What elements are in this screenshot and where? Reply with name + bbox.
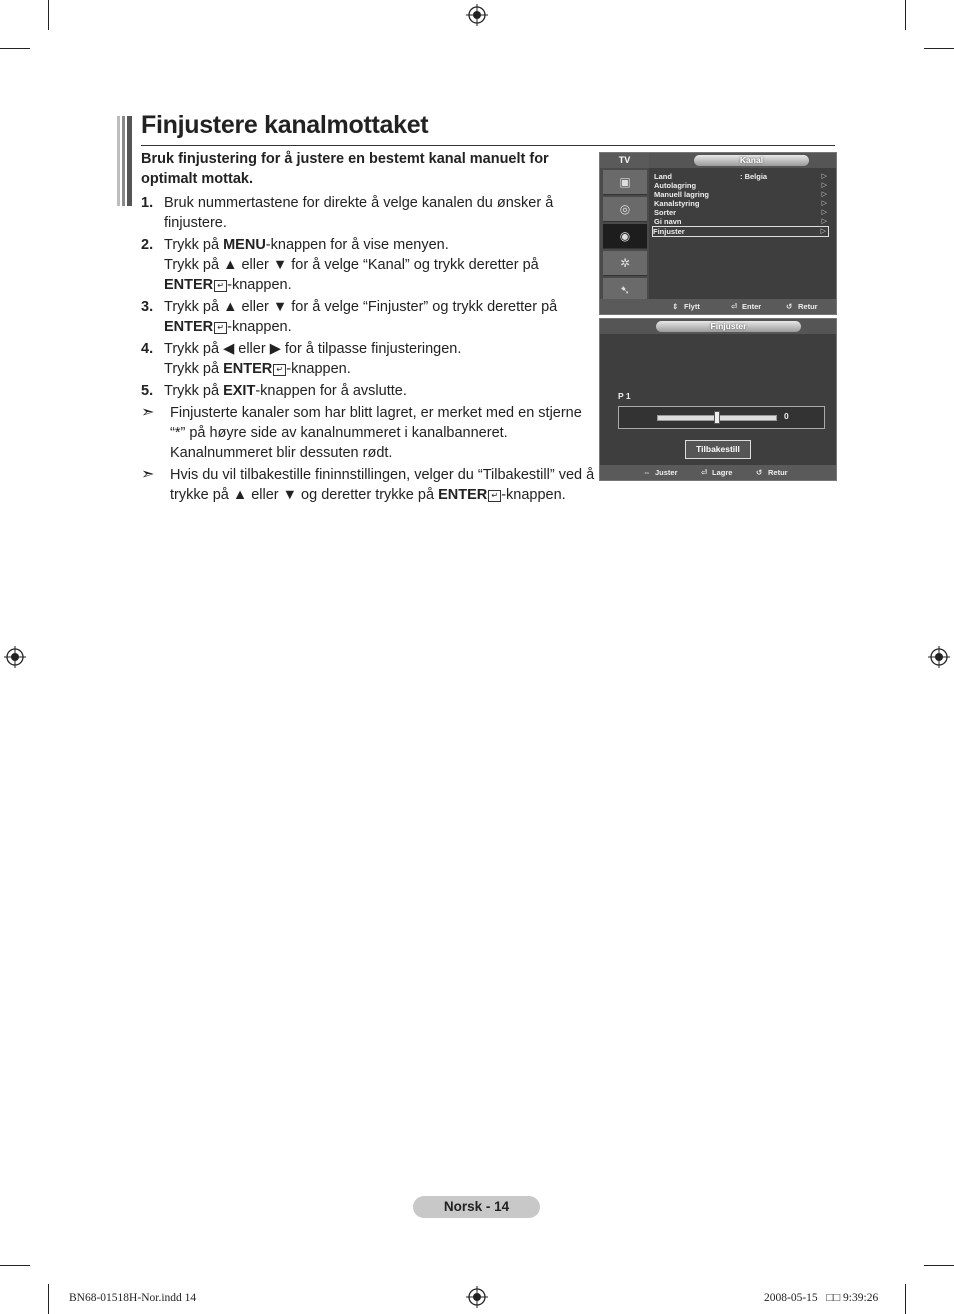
osd-menu-panel [649, 153, 836, 314]
osd-footer [600, 299, 836, 314]
picture-icon: ▣ [603, 170, 647, 195]
crop-mark [48, 0, 49, 30]
osd-footer-return: Retur [798, 302, 818, 311]
crop-mark [0, 48, 30, 49]
osd-menu-item-manuell-lagring[interactable]: Manuell lagring ▷ [654, 190, 827, 199]
registration-mark-icon [466, 4, 488, 26]
osd-footer-move: Flytt [684, 302, 700, 311]
step-2: 2. Trykk på MENU-knappen for å vise menyen. Trykk på ▲ eller ▼ for å velge “Kanal” og trykk deretter på ENTER ↵ -knappen. [141, 237, 539, 293]
reset-button[interactable]: Tilbakestill [685, 440, 751, 459]
osd-header-title: Finjuster [656, 321, 801, 332]
sound-icon: ◎ [603, 197, 647, 222]
arrow-right-icon: ▷ [821, 209, 827, 216]
arrow-right-icon: ▷ [821, 218, 827, 225]
tv-osd-channel-menu [599, 152, 837, 315]
osd-menu-item-autolagring[interactable]: Autolagring ▷ [654, 181, 827, 190]
enter-icon: ↵ [488, 490, 501, 502]
title-accent-bar [117, 116, 132, 206]
osd-fine-tune-body [600, 334, 836, 465]
step-1: 1. Bruk nummertastene for direkte å velge kanalen du ønsker å finjustere. [141, 195, 554, 231]
osd-footer-enter: Enter [742, 302, 762, 311]
crop-mark [48, 1284, 49, 1314]
arrow-right-icon: ▷ [821, 182, 827, 189]
osd-menu-item-gi-navn[interactable]: Gi navn ▷ [654, 217, 827, 226]
page-title: Finjustere kanalmottaket [141, 111, 429, 139]
note-2: ➣ Hvis du vil tilbakestille fininnstillingen, velger du “Tilbakestill” ved å trykke på ▲ eller ▼ og deretter trykke på ENTER ↵ -knappen. [141, 466, 595, 503]
crop-mark [0, 1265, 30, 1266]
channel-icon: ◉ [603, 224, 647, 249]
osd-menu-item-land[interactable]: Land : Belgia ▷ [654, 172, 827, 181]
enter-icon: ⏎ [731, 302, 738, 311]
note-1: ➣ Finjusterte kanaler som har blitt lagret, er merket med en stjerne “*” på høyre side av kanalnummeret i kanalbanneret. Kanalnummeret blir dessuten rødt. [141, 404, 582, 461]
adjust-icon: ⇔ [643, 468, 651, 477]
osd-header [649, 153, 836, 168]
page-number: Norsk - 14 [413, 1196, 540, 1218]
arrow-right-icon: ▷ [821, 200, 827, 207]
osd-footer-adjust: Juster [655, 468, 678, 477]
crop-mark [905, 0, 906, 30]
step-5: 5. Trykk på EXIT-knappen for å avslutte. [141, 383, 407, 399]
return-icon: ↺ [786, 302, 793, 311]
channel-number: P 1 [618, 391, 631, 401]
save-icon: ⏎ [701, 468, 708, 477]
registration-mark-icon [466, 1286, 488, 1308]
arrow-right-icon: ▷ [821, 191, 827, 198]
title-divider [141, 145, 835, 146]
tv-osd-fine-tune [599, 318, 837, 481]
osd-menu-item-kanalstyring[interactable]: Kanalstyring ▷ [654, 199, 827, 208]
registration-mark-icon [928, 646, 950, 668]
osd-footer-save: Lagre [712, 468, 733, 477]
arrow-right-icon: ▷ [820, 228, 826, 235]
step-4: 4. Trykk på ◀ eller ▶ for å tilpasse finjusteringen. Trykk på ENTER ↵ -knappen. [141, 341, 462, 377]
print-slug-file: BN68-01518H-Nor.indd 14 [69, 1292, 197, 1304]
osd-footer-return: Retur [768, 468, 788, 477]
instruction-list [141, 193, 596, 507]
osd-menu-item-finjuster[interactable]: Finjuster ▷ [652, 226, 829, 237]
fine-tune-slider-box [618, 406, 825, 429]
setup-icon: ✲ [603, 251, 647, 276]
enter-icon: ↵ [273, 364, 286, 376]
print-slug-date: 2008-05-15 □□ 9:39:26 [764, 1292, 879, 1304]
crop-mark [924, 1265, 954, 1266]
registration-mark-icon [4, 646, 26, 668]
arrow-right-icon: ▷ [821, 173, 827, 180]
fine-tune-slider[interactable] [657, 415, 777, 421]
crop-mark [905, 1284, 906, 1314]
move-icon: ⇕ [672, 302, 679, 311]
fine-tune-value: 0 [784, 411, 789, 421]
slider-thumb[interactable] [714, 411, 720, 424]
osd-footer [600, 465, 836, 480]
osd-header-title: Kanal [694, 155, 809, 166]
note-arrow-icon: ➣ [141, 404, 155, 421]
return-icon: ↺ [756, 468, 763, 477]
crop-mark [924, 48, 954, 49]
intro-text: Bruk finjustering for å justere en bestemt kanal manuelt for optimalt mottak. [141, 151, 549, 187]
osd-menu-item-sorter[interactable]: Sorter ▷ [654, 208, 827, 217]
step-3: 3. Trykk på ▲ eller ▼ for å velge “Finjuster” og trykk deretter på ENTER ↵ -knappen. [141, 299, 558, 335]
input-icon: ➷ [603, 278, 647, 303]
enter-icon: ↵ [214, 322, 227, 334]
osd-header [600, 319, 836, 334]
enter-icon: ↵ [214, 280, 227, 292]
note-arrow-icon: ➣ [141, 466, 155, 483]
osd-tv-label: TV [600, 153, 649, 168]
osd-sidebar [600, 153, 649, 314]
